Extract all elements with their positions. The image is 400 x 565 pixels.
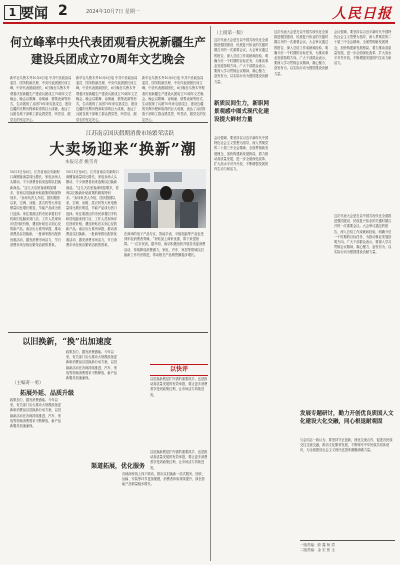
right-head-2: 发展专题研讨，勤力开创优良质国人文化建设大化交融，同心根退耐观固 [300, 411, 394, 425]
feature-body-right: 在商场的电子产品专区，智能手表、平板电脑等产品也受到年轻消费者青睐。“补贴加上商家优惠，算下来很划算。”一位市民说。据介绍，南京积极组织开展各类促消费活动，持续释放消费潜力，家电、汽车、家居等领域以旧换新工作有序推进，带动相关产品销售额稳步增长。 [124, 232, 206, 257]
feature-body-col1: 10月1日至6日，江苏省南京市新街口商圈客流量同比增长，家电卖场人头攒动，不少消费者前来选购以旧换新商品。“这几天店里客流明显增多，咨询以旧换新补贴政策的顾客特别多。”卖场负责人介绍，国庆假期以来，空调、冰箱、洗衣机等大家电销量同比增长明显，节能产品成为热门选择。家住秦淮区的市民拿着旧手机和旧电脑来到门店，工作人员现场评估回收价格，叠加补贴后买到心仪的新产品。南京出台系列举措，推动消费品以旧换新，一批商家推出配套优惠活动，激发消费市场活力，节日消费市场呈现出繁荣活跃的景象。 [10, 170, 61, 247]
footer-line: 一版责编：薛 露 杨 眉 [300, 543, 335, 547]
sub-body-col1: 政策加力，激发消费潜能。今年以来，有关部门出台推动大规模设备更新和消费品以旧换新行动方案，以旧换新活动在各地持续推进，汽车、家电等领域消费需求不断释放，新产品新服务加速涌现。 [10, 398, 61, 429]
page-footer [300, 540, 395, 553]
right-body-col2: 这次代表大会是在以中国式现代化全面推进强国建设、民族复兴伟业的关键时期召开的一次重要会议。大会审议通过的报告，深入总结工作成就和经验，明确今后一个时期的目标任务，为推动事业发展指明方向。广大干部群众表示，要深入学习贯彻会议精神，凝心聚力、奋发有为，以实际行动为强国建设贡献力量。 [274, 30, 329, 76]
feature-kicker: 江苏南京国庆假期消费市场繁荣活跃 [85, 131, 174, 137]
quick-review-body-cont: 以旧换新既是扩内需的重要抓手，也是推动高质量发展的有效举措，要让更多消费者享受到政策红利，让市场活力持续迸发。 [150, 450, 208, 470]
sub-title: 以旧换新，“换”出加速度 [22, 336, 112, 346]
lead-body-col1: 新华社乌鲁木齐10月6日电 中共中央政治局委员、国务院副总理、中央代表团团长何立峰，中央代表团副团长，6日晚在乌鲁木齐观看庆祝新疆生产建设兵团成立70周年文艺晚会。晚会以歌舞、诗朗诵、情景表演等形式，生动展现了兵团70年来屯垦戍边、建设边疆的光辉历程和取得的巨大成就，表达了兵团各族干部职工群众感党恩、听党话、跟党走的坚定决心。 [10, 76, 72, 122]
sub-mid-body: 各地商家线上线下联动，推出以旧换新一站式服务，回收、运输、安装等环节更加便捷，消费者体验持续提升，绿色智能产品销量稳步增长。 [122, 472, 205, 487]
feature-byline: 本报记者 姚雪青 [65, 160, 98, 165]
divider [8, 122, 208, 123]
section-number: 1 [4, 5, 21, 20]
lead-body-col2: 新华社乌鲁木齐10月6日电 中共中央政治局委员、国务院副总理、中央代表团团长何立峰，中央代表团副团长，6日晚在乌鲁木齐观看庆祝新疆生产建设兵团成立70周年文艺晚会。晚会以歌舞、诗朗诵、情景表演等形式，生动展现了兵团70年来屯垦戍边、建设边疆的光辉历程和取得的巨大成就，表达了兵团各族干部职工群众感党恩、听党话、跟党走的坚定决心。 [76, 76, 138, 122]
quick-review-body: 以旧换新既是扩内需的重要抓手，也是推动高质量发展的有效举措，要让更多消费者享受到政策红利，让市场活力持续迸发。 [150, 377, 208, 397]
sub-cut-title: 拓展外延、品质升级 [19, 390, 74, 397]
right-body-col1: 会议强调，要坚持以习近平新时代中国特色社会主义思想为指导，深入贯彻党的二十届三中全会精神，全面贯彻新发展理念，加快构建新发展格局，着力推动高质量发展，进一步全面深化改革，扩大高水平对外开放，不断增强发展的内生动力和活力。 [214, 136, 269, 172]
editor-note: （主编寄一勇） [12, 381, 44, 386]
page-number: 2 [58, 3, 68, 19]
lead-body-col3: 新华社乌鲁木齐10月6日电 中共中央政治局委员、国务院副总理、中央代表团团长何立峰，中央代表团副团长，6日晚在乌鲁木齐观看庆祝新疆生产建设兵团成立70周年文艺晚会。晚会以歌舞、诗朗诵、情景表演等形式，生动展现了兵团70年来屯垦戍边、建设边疆的光辉历程和取得的巨大成就，表达了兵团各族干部职工群众感党恩、听党话、跟党走的坚定决心。 [142, 76, 206, 122]
section-name: 要闻 [20, 6, 48, 22]
divider [8, 332, 208, 333]
feature-title: 大卖场迎来“换新”潮 [49, 140, 197, 158]
right-body-col3-top: 会议强调，要坚持以习近平新时代中国特色社会主义思想为指导，深入贯彻党的二十届三中全会精神，全面贯彻新发展理念，加快构建新发展格局，着力推动高质量发展，进一步全面深化改革，扩大高水平对外开放，不断增强发展的内生动力和活力。 [334, 30, 392, 66]
footer-line: 二版责编：金 宏 张 玉 [300, 548, 335, 552]
feature-photo [124, 169, 206, 228]
header-rule [3, 22, 395, 24]
right-body-col3-bottom: 与会同志一致认为，要坚持守正创新，深化交流合作，促进各民族交往交流交融，推动文化繁荣发展，不断铸牢中华民族共同体意识，为全面建设社会主义现代化国家凝聚磅礴力量。 [300, 438, 393, 453]
masthead-logo: 人民日报 [332, 6, 392, 22]
quick-review-title: 以快评 [150, 364, 208, 376]
page-header [0, 0, 400, 24]
continued-note: （上接第一版） [214, 31, 246, 36]
right-head-1: 新质民间生力，新职网景观感中图式现代化建设提大鲜材力量 [214, 101, 270, 123]
sub-body-col2: 政策加力，激发消费潜能。今年以来，有关部门出台推动大规模设备更新和消费品以旧换新行动方案，以旧换新活动在各地持续推进，汽车、家电等领域消费需求不断释放，新产品新服务加速涌现。 [66, 350, 117, 381]
column-rule [210, 26, 211, 561]
right-body-col3-mid: 这次代表大会是在以中国式现代化全面推进强国建设、民族复兴伟业的关键时期召开的一次重要会议。大会审议通过的报告，深入总结工作成就和经验，明确今后一个时期的目标任务，为推动事业发展指明方向。广大干部群众表示，要深入学习贯彻会议精神，凝心聚力、奋发有为，以实际行动为强国建设贡献力量。 [334, 214, 392, 255]
feature-body-col2: 10月1日至6日，江苏省南京市新街口商圈客流量同比增长，家电卖场人头攒动，不少消费者前来选购以旧换新商品。“这几天店里客流明显增多，咨询以旧换新补贴政策的顾客特别多。”卖场负责人介绍，国庆假期以来，空调、冰箱、洗衣机等大家电销量同比增长明显，节能产品成为热门选择。家住秦淮区的市民拿着旧手机和旧电脑来到门店，工作人员现场评估回收价格，叠加补贴后买到心仪的新产品。南京出台系列举措，推动消费品以旧换新，一批商家推出配套优惠活动，激发消费市场活力，节日消费市场呈现出繁荣活跃的景象。 [66, 170, 119, 247]
sub-mid-head: 渠道拓展，优化服务 [90, 463, 145, 470]
lead-headline: 何立峰率中央代表团观看庆祝新疆生产建设兵团成立70周年文艺晚会 [10, 35, 206, 66]
date-line: 2024年10月7日 星期一 [86, 9, 140, 15]
right-body-col1-top: 这次代表大会是在以中国式现代化全面推进强国建设、民族复兴伟业的关键时期召开的一次重要会议。大会审议通过的报告，深入总结工作成就和经验，明确今后一个时期的目标任务，为推动事业发展指明方向。广大干部群众表示，要深入学习贯彻会议精神，凝心聚力、奋发有为，以实际行动为强国建设贡献力量。 [214, 38, 269, 84]
